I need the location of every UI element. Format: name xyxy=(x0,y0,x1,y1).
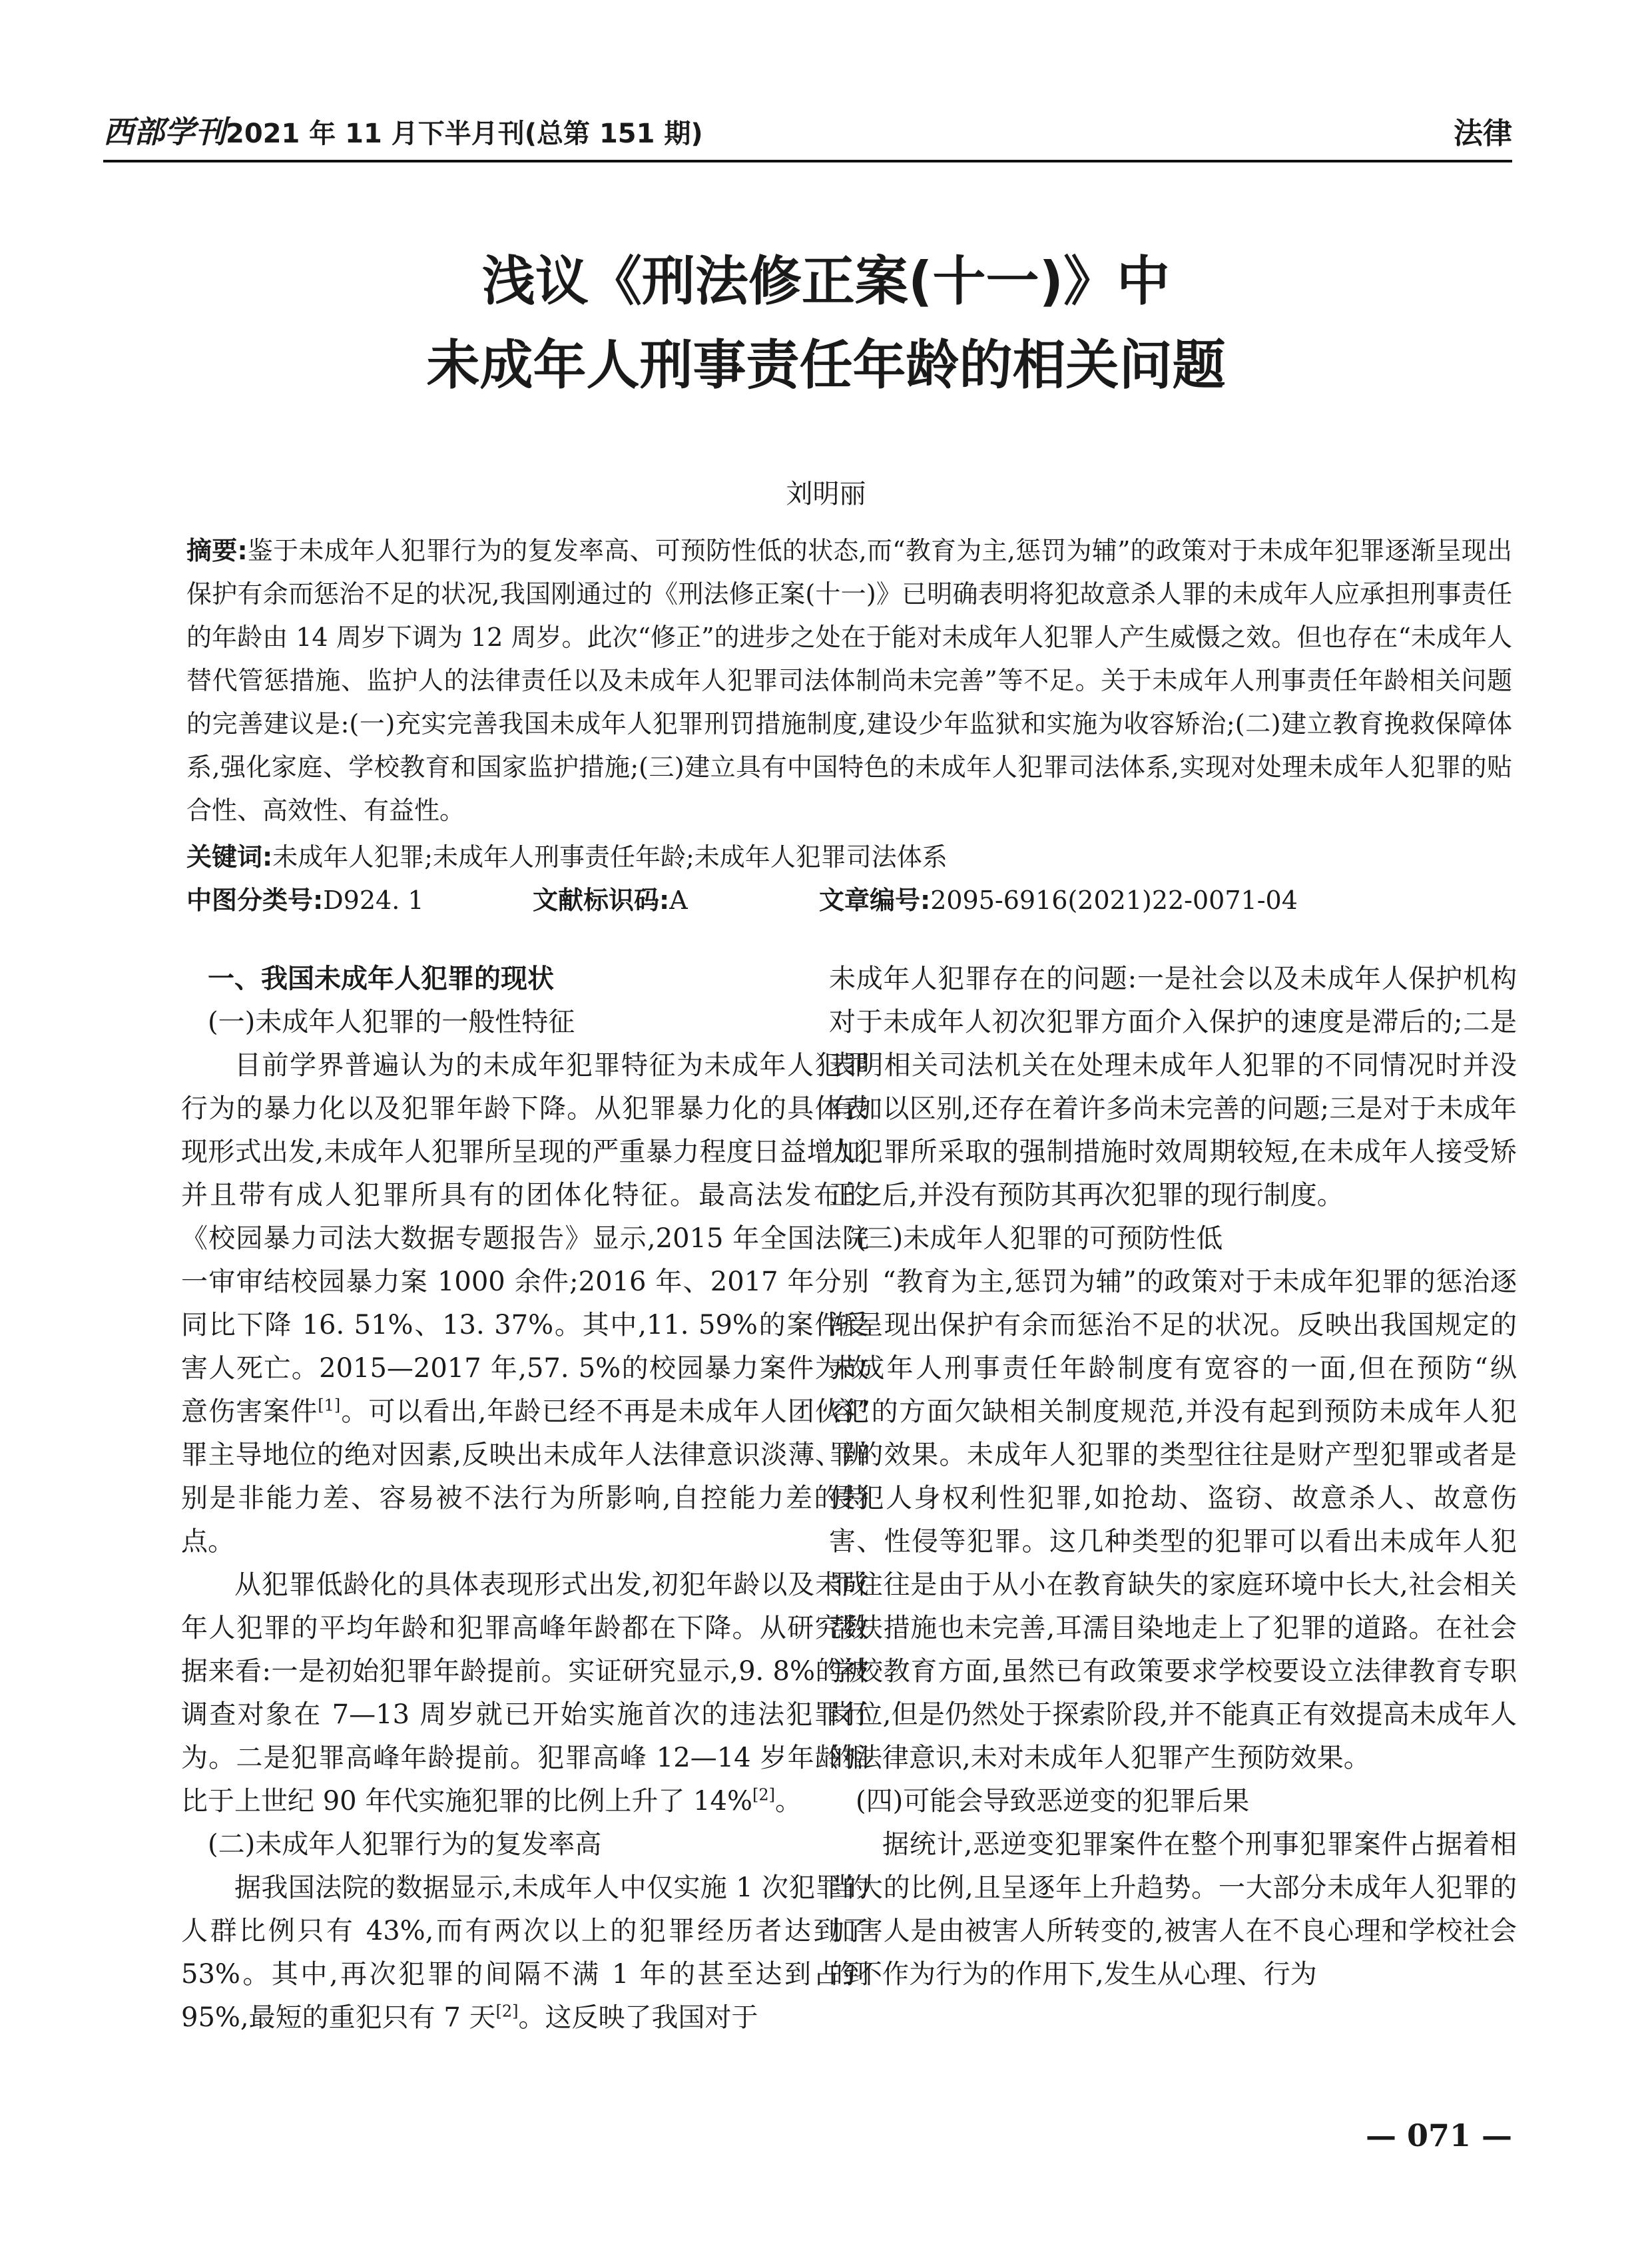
running-header xyxy=(103,107,1512,162)
article-label: 文章编号: xyxy=(819,886,931,915)
citation-ref: [2] xyxy=(495,2002,519,2021)
clc-value: D924. 1 xyxy=(323,886,424,915)
keywords-label: 关键词: xyxy=(186,842,273,872)
clc-label: 中图分类号: xyxy=(186,886,324,915)
keywords-text: 未成年人犯罪;未成年人刑事责任年龄;未成年人犯罪司法体系 xyxy=(272,842,948,872)
paragraph xyxy=(181,1044,869,1563)
title-line-1: 浅议《刑法修正案(十一)》中 xyxy=(481,250,1171,312)
section-heading: 一、我国未成年人犯罪的现状 xyxy=(208,964,554,994)
paragraph-text: 。可以看出,年龄已经不再是未成年人团伙犯罪主导地位的绝对因素,反映出未成年人法律意识淡薄、辨别是非能力差、容易被不法行为所影响,自控能力差的特点。 xyxy=(181,1396,870,1557)
clc-code xyxy=(186,879,533,922)
article-title xyxy=(0,240,1652,408)
subsection-heading: (四)可能会导致恶逆变的犯罪后果 xyxy=(856,1786,1250,1817)
doc-code xyxy=(533,879,819,922)
subsection-heading: (三)未成年人犯罪的可预防性低 xyxy=(856,1223,1223,1254)
subsection-heading: (二)未成年人犯罪行为的复发率高 xyxy=(208,1829,602,1860)
classification-line xyxy=(186,879,1512,922)
journal-info xyxy=(103,108,703,160)
article-number xyxy=(819,879,1298,922)
author-name: 刘明丽 xyxy=(786,479,866,509)
paragraph-text: 。 xyxy=(774,1786,802,1817)
paragraph-text: 从犯罪低龄化的具体表现形式出发,初犯年龄以及未成年人犯罪的平均年龄和犯罪高峰年龄都在下降。从研究数据来看:一是初始犯罪年龄提前。实证研究显示,9. 8%的被调查对象在 7—13 周岁就已开始实施首次的违法犯罪行为。二是犯罪高峰年龄提前。犯罪高峰 12—14 岁年龄相比于上世纪 90 年代实施犯罪的比例上升了 14% xyxy=(181,1569,869,1817)
section-label: 法律 xyxy=(1454,117,1512,150)
article-value: 2095-6916(2021)22-0071-04 xyxy=(930,886,1298,915)
issue-info: 2021 年 11 月下半月刊(总第 151 期) xyxy=(226,119,703,149)
left-column xyxy=(181,958,869,2040)
subsection-heading: (一)未成年人犯罪的一般性特征 xyxy=(208,1007,575,1037)
title-line-2: 未成年人刑事责任年龄的相关问题 xyxy=(426,334,1226,396)
abstract xyxy=(186,529,1512,832)
paragraph xyxy=(181,1563,869,1823)
doc-label: 文献标识码: xyxy=(533,886,670,915)
paragraph-text: 目前学界普遍认为的未成年犯罪特征为未成年人犯罪行为的暴力化以及犯罪年龄下降。从犯罪暴力化的具体表现形式出发,未成年人犯罪所呈现的严重暴力程度日益增加,并且带有成人犯罪所具有的团体化特征。最高法发布的《校园暴力司法大数据专题报告》显示,2015 年全国法院一审审结校园暴力案 1000 余件;2016 年、2017 年分别同比下降 16. 51%、13. 37%。其中,11. 59%的案件受害人死亡。2015—2017 年,57. 5%的校园暴力案件为故意伤害案件 xyxy=(181,1050,869,1427)
paragraph-text: 。这反映了我国对于 xyxy=(518,2002,758,2033)
page-number: — 071 — xyxy=(1365,2117,1512,2153)
paragraph: “教育为主,惩罚为辅”的政策对于未成年犯罪的惩治逐渐呈现出保护有余而惩治不足的状况。反映出我国规定的未成年人刑事责任年龄制度有宽容的一面,但在预防“纵容”的方面欠缺相关制度规范,并没有起到预防未成年人犯罪的效果。未成年人犯罪的类型往往是财产型犯罪或者是侵犯人身权利性犯罪,如抢劫、盗窃、故意杀人、故意伤害、性侵等犯罪。这几种类型的犯罪可以看出未成年人犯罪往往是由于从小在教育缺失的家庭环境中长大,社会相关帮扶措施也未完善,耳濡目染地走上了犯罪的道路。在社会学校教育方面,虽然已有政策要求学校要设立法律教育专职岗位,但是仍然处于探索阶段,并不能真正有效提高未成年人的法律意识,未对未成年人犯罪产生预防效果。 xyxy=(829,1266,1517,1773)
paragraph: 未成年人犯罪存在的问题:一是社会以及未成年人保护机构对于未成年人初次犯罪方面介入保护的速度是滞后的;二是表明相关司法机关在处理未成年人犯罪的不同情况时并没有加以区别,还存在着许多尚未完善的问题;三是对于未成年人犯罪所采取的强制措施时效周期较短,在未成年人接受矫正之后,并没有预防其再次犯罪的现行制度。 xyxy=(829,964,1517,1211)
right-column xyxy=(829,958,1517,1996)
doc-value: A xyxy=(669,886,688,915)
abstract-label: 摘要: xyxy=(186,536,248,565)
paragraph: 据统计,恶逆变犯罪案件在整个刑事犯罪案件占据着相当大的比例,且呈逐年上升趋势。一大部分未成年人犯罪的加害人是由被害人所转变的,被害人在不良心理和学校社会的不作为行为的作用下,发生从心理、行为 xyxy=(829,1829,1517,1990)
journal-logo: 西部学刊 xyxy=(103,114,226,150)
paragraph-text: 据我国法院的数据显示,未成年人中仅实施 1 次犯罪的人群比例只有 43%,而有两次以上的犯罪经历者达到了 53%。其中,再次犯罪的间隔不满 1 年的甚至达到占到 95%,最短的重犯只有 7 天 xyxy=(181,1872,869,2033)
citation-ref: [1] xyxy=(318,1396,341,1415)
paragraph xyxy=(181,1866,869,2040)
citation-ref: [2] xyxy=(752,1785,775,1805)
keywords xyxy=(186,836,1512,879)
abstract-text: 鉴于未成年人犯罪行为的复发率高、可预防性低的状态,而“教育为主,惩罚为辅”的政策对于未成年犯罪逐渐呈现出保护有余而惩治不足的状况,我国刚通过的《刑法修正案(十一)》已明确表明将犯故意杀人罪的未成年人应承担刑事责任的年龄由 14 周岁下调为 12 周岁。此次“修正”的进步之处在于能对未成年人犯罪人产生威慑之效。但也存在“未成年人替代管惩措施、监护人的法律责任以及未成年人犯罪司法体制尚未完善”等不足。关于未成年人刑事责任年龄相关问题的完善建议是:(一)充实完善我国未成年人犯罪刑罚措施制度,建设少年监狱和实施为收容矫治;(二)建立教育挽救保障体系,强化家庭、学校教育和国家监护措施;(三)建立具有中国特色的未成年人犯罪司法体系,实现对处理未成年人犯罪的贴合性、高效性、有益性。 xyxy=(186,536,1512,825)
